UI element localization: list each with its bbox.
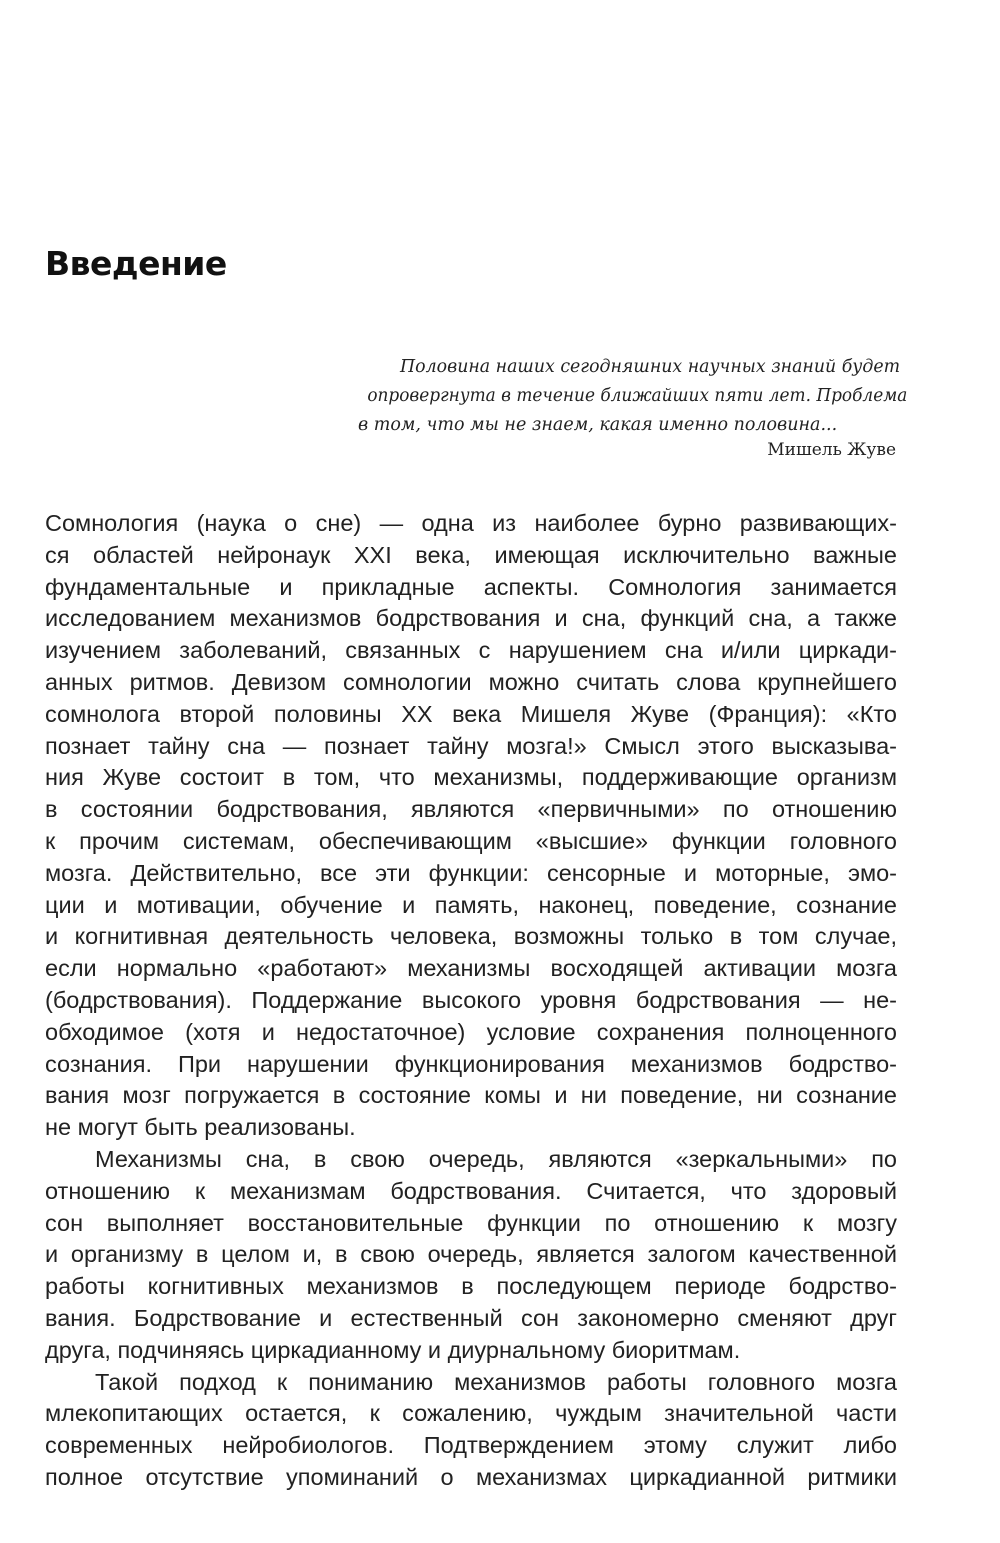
text-line: к прочим системам, обеспечивающим «высшие» функции головного <box>45 827 897 854</box>
body-text <box>45 508 897 1494</box>
text-line: млекопитающих остается, к сожалению, чуждым значительной части <box>45 1400 897 1427</box>
text-line: сомнолога второй половины XX века Мишеля Жуве (Франция): «Кто <box>45 700 897 727</box>
text-line: современных нейробиологов. Подтверждением этому служит либо <box>45 1432 897 1459</box>
text-line: в состоянии бодрствования, являются «первичными» по отношению <box>45 796 897 823</box>
text-line: отношению к механизмам бодрствования. Считается, что здоровый <box>45 1177 897 1204</box>
text-line: вания. Бодрствование и естественный сон закономерно сменяют друг <box>45 1304 897 1331</box>
text-line: (бодрствования). Поддержание высокого уровня бодрствования — не- <box>45 986 897 1013</box>
text-line: полное отсутствие упоминаний о механизмах циркадианной ритмики <box>45 1463 897 1490</box>
text-line: познает тайну сна — познает тайну мозга!» Смысл этого высказыва- <box>45 732 897 759</box>
text-line: ся областей нейронаук XXI века, имеющая исключительно важные <box>45 541 897 568</box>
text-line: ции и мотивации, обучение и память, наконец, поведение, сознание <box>45 891 897 918</box>
text-line: Такой подход к пониманию механизмов работы головного мозга <box>95 1368 897 1395</box>
epigraph-line: в том, что мы не знаем, какая именно половина... <box>358 415 838 435</box>
text-line: фундаментальные и прикладные аспекты. Сомнология занимается <box>45 573 897 600</box>
epigraph-line: Половина наших сегодняшних научных знаний будет <box>400 357 901 377</box>
epigraph-attribution: Мишель Жуве <box>767 440 896 460</box>
text-line: работы когнитивных механизмов в последующем периоде бодрство- <box>45 1273 897 1300</box>
text-line: вания мозг погружается в состояние комы и ни поведение, ни сознание <box>45 1082 897 1109</box>
text-line: ния Жуве состоит в том, что механизмы, поддерживающие организм <box>45 764 897 791</box>
text-line: если нормально «работают» механизмы восходящей активации мозга <box>45 955 897 982</box>
epigraph <box>358 353 908 440</box>
text-line: мозга. Действительно, все эти функции: сенсорные и моторные, эмо- <box>45 859 897 886</box>
text-line: сон выполняет восстановительные функции по отношению к мозгу <box>45 1209 897 1236</box>
text-line: обходимое (хотя и недостаточное) условие сохранения полноценного <box>45 1018 897 1045</box>
text-line: сознания. При нарушении функционирования механизмов бодрство- <box>45 1050 897 1077</box>
text-line: друга, подчиняясь циркадианному и диурнальному биоритмам. <box>45 1336 741 1363</box>
text-line: анных ритмов. Девизом сомнологии можно считать слова крупнейшего <box>45 668 897 695</box>
text-line: и организму в целом и, в свою очередь, является залогом качественной <box>45 1241 897 1268</box>
text-line: Механизмы сна, в свою очередь, являются «зеркальными» по <box>95 1145 897 1172</box>
epigraph-line: опровергнута в течение ближайших пяти лет. Проблема <box>367 386 908 406</box>
paragraph-2 <box>45 1144 897 1367</box>
text-line: изучением заболеваний, связанных с нарушением сна и/или циркади- <box>45 637 897 664</box>
page-title: Введение <box>45 244 227 284</box>
text-line: Сомнология (наука о сне) — одна из наиболее бурно развивающих- <box>45 510 897 536</box>
text-line: исследованием механизмов бодрствования и сна, функций сна, а также <box>45 605 897 632</box>
paragraph-3 <box>45 1367 897 1494</box>
text-line: и когнитивная деятельность человека, возможны только в том случае, <box>45 923 897 950</box>
paragraph-1 <box>45 508 897 1144</box>
text-line: не могут быть реализованы. <box>45 1114 356 1141</box>
